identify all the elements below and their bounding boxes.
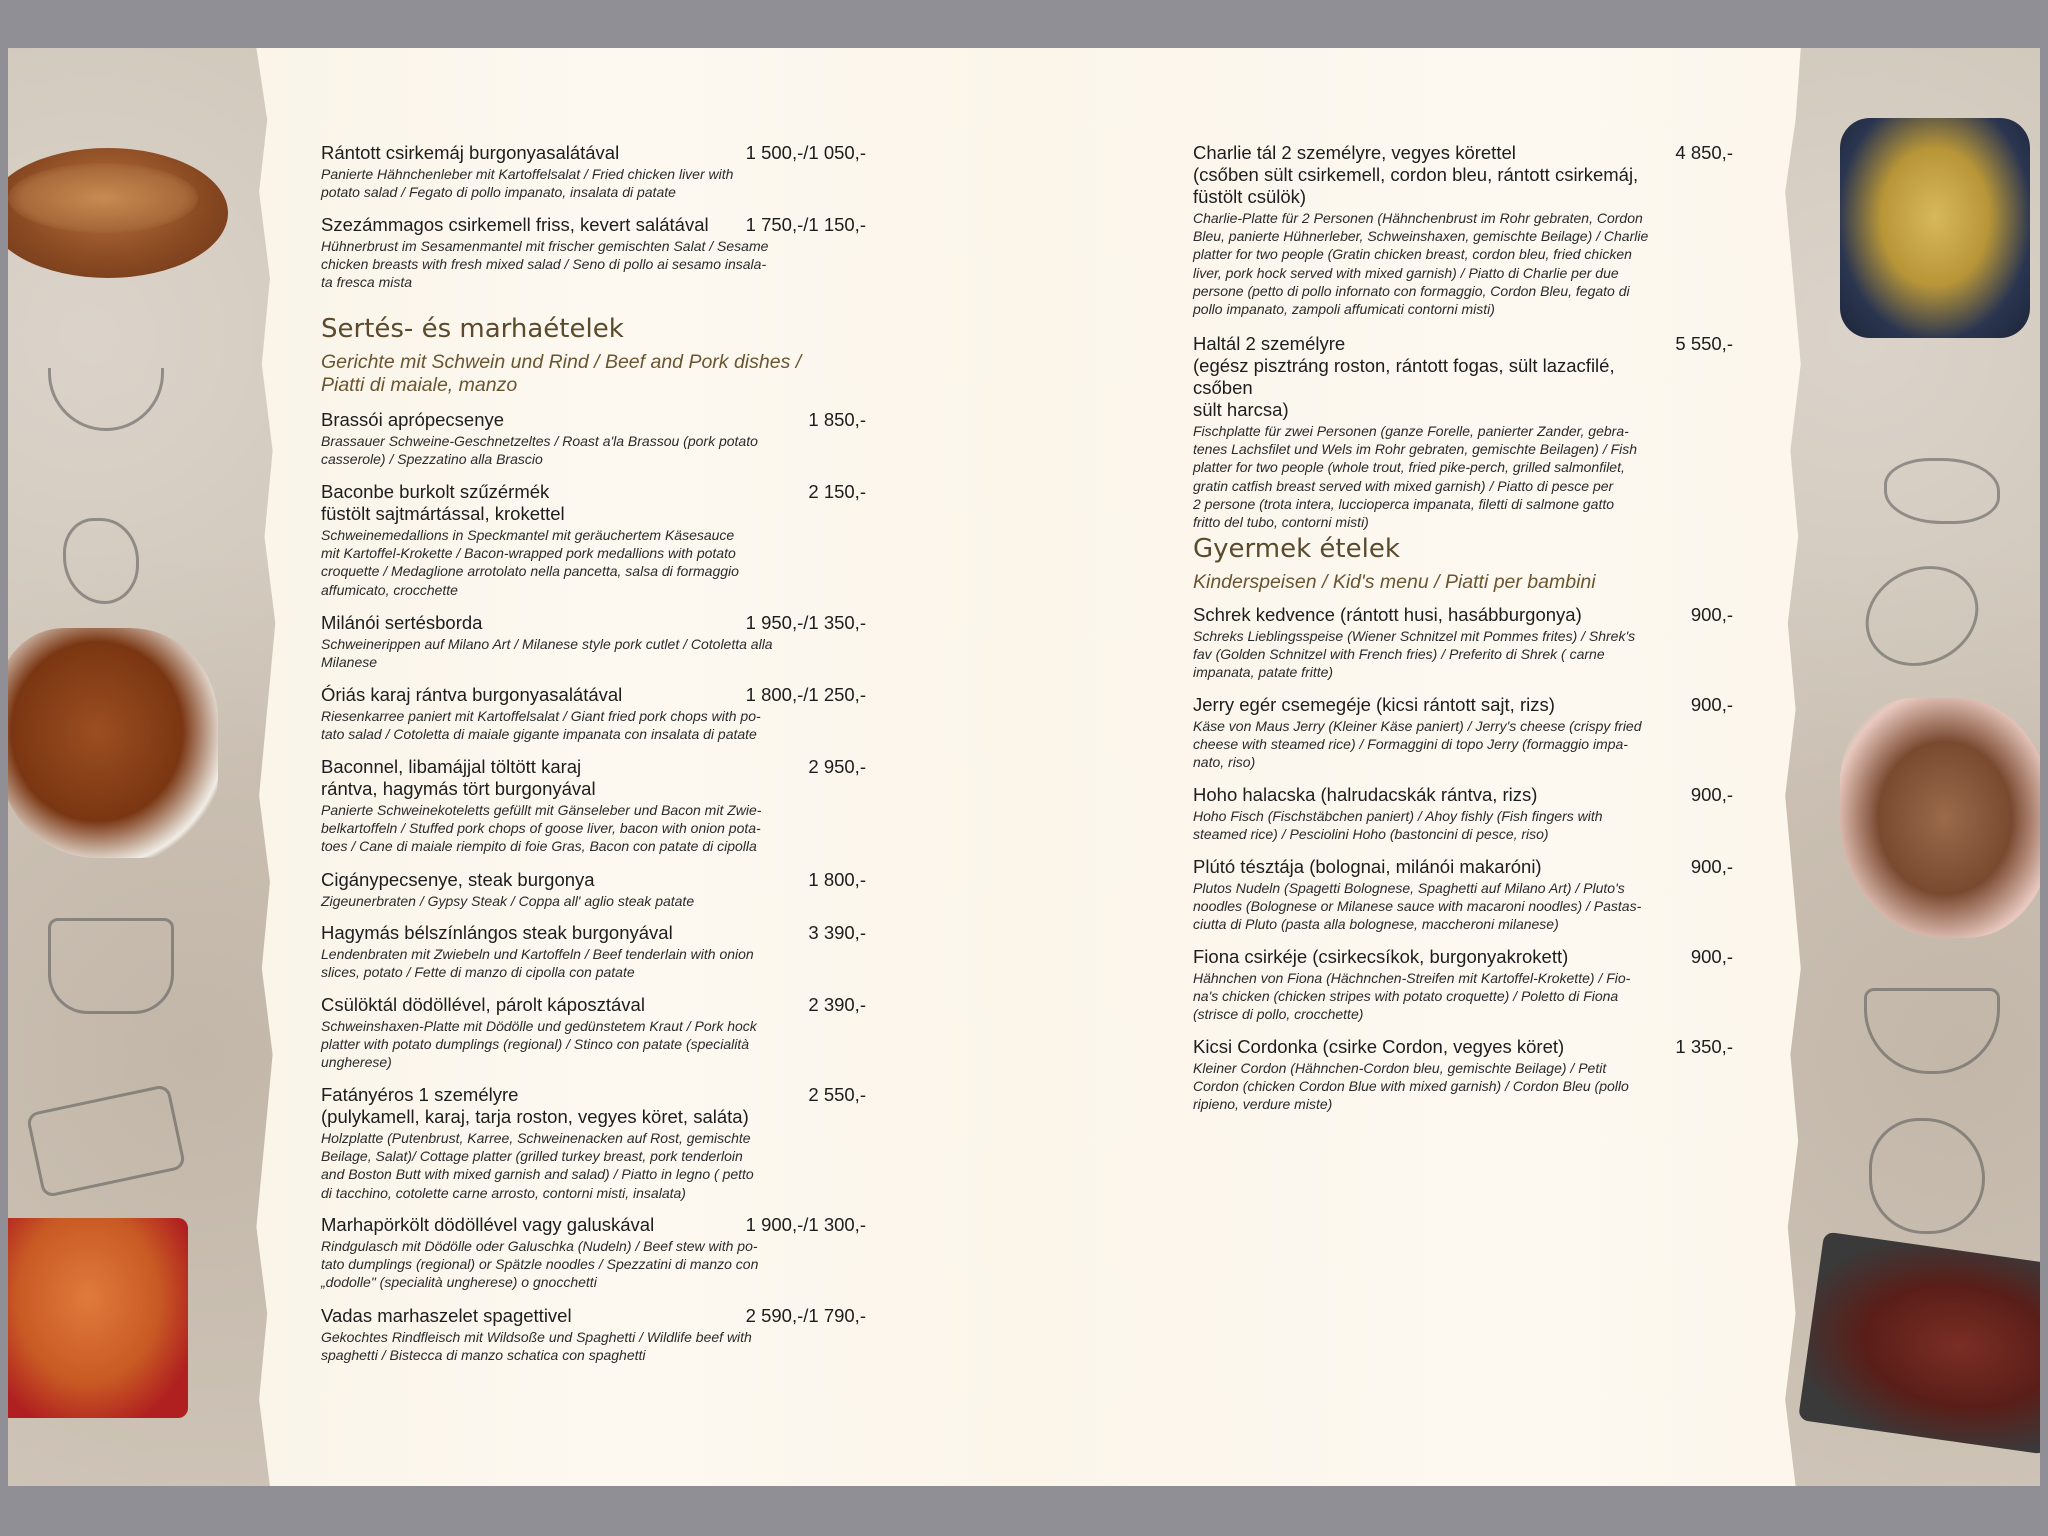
item-description: Schweinemedallions in Speckmantel mit geräuchertem Käsesauce mit Kartoffel-Krokette / Bacon-wrapped pork medallions with potato croquette / Medaglione arrotolato nella pancetta, salsa di formaggio affumicato, crocchette (321, 527, 739, 598)
menu-item (1193, 142, 1733, 318)
item-name: Plútó tésztája (bolognai, milánói makaróni) (1193, 856, 1542, 877)
section-title: Sertés- és marhaételek (321, 314, 624, 344)
item-description: Schreks Lieblingsspeise (Wiener Schnitzel mit Pommes frites) / Shrek's fav (Golden Schnitzel with French fries) / Preferito di Shrek ( carne impanata, patate fritte) (1193, 628, 1636, 681)
menu-item (1193, 333, 1733, 531)
item-description: Schweinshaxen-Platte mit Dödölle und gedünstetem Kraut / Pork hock platter with potato dumplings (regional) / Stinco con patate (specialità ungherese) (321, 1018, 757, 1071)
item-name: Marhapörkölt dödöllével vagy galuskával (321, 1214, 655, 1235)
item-name: Hagymás bélszínlángos steak burgonyával (321, 922, 673, 943)
item-description: Hoho Fisch (Fischstäbchen paniert) / Ahoy fishly (Fish fingers with steamed rice) / Pesciolini Hoho (bastoncini di pesce, riso) (1193, 808, 1603, 843)
item-price: 1 950,-/1 350,- (745, 612, 866, 633)
item-description: Schweinerippen auf Milano Art / Milanese style pork cutlet / Cotoletta alla Milanese (321, 636, 773, 671)
item-description: Käse von Maus Jerry (Kleiner Käse paniert) / Jerry's cheese (crispy fried cheese with steamed rice) / Formaggini di topo Jerry (formaggio impa- nato, riso) (1193, 718, 1642, 771)
menu-spread (8, 48, 2040, 1486)
item-description: Holzplatte (Putenbrust, Karree, Schweinenacken auf Rost, gemischte Beilage, Salat)/ Cottage platter (grilled turkey breast, pork tenderloin and Boston Butt with mixed garnish and salad) / Piatto in legno ( petto di tacchino, cotolette carne arrosto, contorni misti, insalata) (321, 1130, 754, 1201)
item-description: Lendenbraten mit Zwiebeln und Kartoffeln / Beef tenderlain with onion slices, potato / Fette di manzo di cipolla con patate (321, 946, 754, 981)
item-price: 2 550,- (808, 1084, 866, 1105)
item-description: Fischplatte für zwei Personen (ganze Forelle, panierter Zander, gebra- tenes Lachsfilet und Wels im Rohr gebraten, gemischte Beilagen) / Fish platter for two people (whole trout, fried pike-perch, grilled salmonfilet, gratin catfish breast served with mixed garnish) / Piatto di pesce per 2 persone (trota intera, luccioperca impanata, filetti di salmone gatto fritto del tubo, contorni misti) (1193, 423, 1638, 531)
item-price: 2 150,- (808, 481, 866, 502)
bowl-sketch-icon (1864, 988, 2000, 1074)
menu-item (1193, 1036, 1733, 1114)
item-name: Csülöktál dödöllével, párolt káposztával (321, 994, 645, 1015)
pepper-sketch-icon (63, 518, 139, 604)
item-name: Baconnel, libamájjal töltött karaj rántva, hagymás tört burgonyával (321, 756, 596, 799)
item-description: Riesenkarree paniert mit Kartoffelsalat / Giant fried pork chops with po- tato salad / Cotoletta di maiale gigante impanata con insalata di patate (321, 708, 761, 743)
item-description: Charlie-Platte für 2 Personen (Hähnchenbrust im Rohr gebraten, Cordon Bleu, panierte Hühnerleber, Schweinshaxen, gemischte Beilage) / Charlie platter for two people (Gratin chicken breast, cordon bleu, fried chicken liver, pork hock served with mixed garnish) / Piatto di Charlie per due persone (petto di pollo infornato con formaggio, Cordon Bleu, fegato di pollo impanato, zampoli affumicati contorni misti) (1193, 210, 1649, 318)
menu-item (321, 684, 866, 743)
menu-item (321, 756, 866, 856)
menu-item (1193, 856, 1733, 934)
item-description: Plutos Nudeln (Spagetti Bolognese, Spaghetti auf Milano Art) / Pluto's noodles (Bolognese or Milanese sauce with macaroni noodles) / Pastas- ciutta di Pluto (pasta alla bolognese, maccheroni milanese) (1193, 880, 1642, 933)
torn-paper-strip-left (8, 48, 278, 1486)
item-price: 5 550,- (1675, 333, 1733, 354)
menu-item (321, 1305, 866, 1364)
menu-item (321, 214, 866, 292)
item-name: Jerry egér csemegéje (kicsi rántott sajt, rizs) (1193, 694, 1555, 715)
menu-item (321, 409, 866, 468)
item-name: Brassói aprópecsenye (321, 409, 505, 430)
menu-item (1193, 604, 1733, 682)
item-description: Zigeunerbraten / Gypsy Steak / Coppa all' aglio steak patate (321, 893, 695, 909)
menu-item (1193, 694, 1733, 772)
item-price: 900,- (1690, 694, 1733, 715)
item-description: Hühnerbrust im Sesamenmantel mit frischer gemischten Salat / Sesame chicken breasts with fresh mixed salad / Seno di pollo ai sesamo insala- ta fresca mista (321, 238, 769, 291)
menu-item (321, 1214, 866, 1292)
menu-item (321, 1084, 866, 1202)
item-description: Rindgulasch mit Dödölle oder Galuschka (Nudeln) / Beef stew with po- tato dumplings (regional) or Spätzle noodles / Spezzatini di manzo con „dodolle" (specialità ungherese) o gnocchetti (321, 1238, 759, 1291)
section-title: Gyermek ételek (1193, 534, 1400, 564)
potato-pan-photo (1840, 118, 2030, 338)
item-price: 2 590,-/1 790,- (745, 1305, 866, 1326)
item-name: Schrek kedvence (rántott husi, hasábburgonya) (1193, 604, 1582, 625)
menu-item (321, 612, 866, 671)
item-price: 3 390,- (808, 922, 866, 943)
item-price: 2 950,- (808, 756, 866, 777)
item-name: Rántott csirkemáj burgonyasalátával (321, 142, 620, 163)
item-price: 1 900,-/1 300,- (745, 1214, 866, 1235)
item-price: 1 800,-/1 250,- (745, 684, 866, 705)
item-name: Kicsi Cordonka (csirke Cordon, vegyes köret) (1193, 1036, 1565, 1057)
section-subtitle: Gerichte mit Schwein und Rind / Beef and Pork dishes / Piatti di maiale, manzo (321, 351, 802, 396)
item-name: Cigánypecsenye, steak burgonya (321, 869, 595, 890)
section-subtitle: Kinderspeisen / Kid's menu / Piatti per bambini (1193, 571, 1596, 593)
item-name: Fiona csirkéje (csirkecsíkok, burgonyakrokett) (1193, 946, 1569, 967)
item-description: Gekochtes Rindfleisch mit Wildsoße und Spaghetti / Wildlife beef with spaghetti / Bistecca di manzo schatica con spaghetti (321, 1329, 752, 1364)
item-price: 900,- (1690, 856, 1733, 877)
item-price: 2 390,- (808, 994, 866, 1015)
item-description: Brassauer Schweine-Geschnetzeltes / Roast a'la Brassou (pork potato casserole) / Spezzatino alla Brascio (321, 433, 758, 468)
pot-sketch-icon (48, 918, 174, 1014)
menu-item (1193, 946, 1733, 1024)
item-name: Baconbe burkolt szűzérmék füstölt sajtmártással, krokettel (321, 481, 565, 524)
baking-dish-photo (8, 1218, 188, 1418)
menu-item (321, 869, 866, 910)
item-name: Charlie tál 2 személyre, vegyes körettel (csőben sült csirkemell, cordon bleu, rántott csirkemáj, füstölt csülök) (1193, 142, 1639, 207)
item-price: 900,- (1690, 946, 1733, 967)
bell-pepper-sketch-icon (1869, 1118, 1985, 1234)
lamb-chops-photo (1840, 698, 2040, 938)
item-price: 900,- (1690, 604, 1733, 625)
saucepan-sketch-icon (48, 368, 164, 431)
beef-tray-photo (1798, 1232, 2040, 1455)
roast-duck-photo (8, 628, 218, 858)
menu-item (321, 481, 866, 599)
item-price: 1 350,- (1675, 1036, 1733, 1057)
menu-item (321, 142, 866, 201)
steak-sketch-icon (1884, 458, 2000, 524)
menu-item (321, 994, 866, 1072)
item-price: 1 850,- (808, 409, 866, 430)
item-price: 900,- (1690, 784, 1733, 805)
menu-item (1193, 784, 1733, 843)
item-name: Fatányéros 1 személyre (pulykamell, karaj, tarja roston, vegyes köret, saláta) (321, 1084, 749, 1127)
item-name: Hoho halacska (halrudacskák rántva, rizs) (1193, 784, 1538, 805)
torn-paper-strip-right (1780, 48, 2040, 1486)
item-description: Panierte Hähnchenleber mit Kartoffelsalat / Fried chicken liver with potato salad / Fegato di pollo impanato, insalata di patate (321, 166, 734, 201)
item-name: Szezámmagos csirkemell friss, kevert salátával (321, 214, 709, 235)
item-name: Milánói sertésborda (321, 612, 483, 633)
item-price: 1 750,-/1 150,- (745, 214, 866, 235)
item-price: 1 500,-/1 050,- (745, 142, 866, 163)
item-name: Vadas marhaszelet spagettivel (321, 1305, 572, 1326)
item-description: Hähnchen von Fiona (Hächnchen-Streifen mit Kartoffel-Krokette) / Fio- na's chicken (chicken stripes with potato croquette) / Poletto di Fiona (strisce di pollo, crocchette) (1193, 970, 1631, 1023)
grill-pan-sketch-icon (26, 1084, 187, 1198)
item-description: Kleiner Cordon (Hähnchen-Cordon bleu, gemischte Beilage) / Petit Cordon (chicken Cordon Blue with mixed garnish) / Cordon Bleu (pollo ripieno, verdure miste) (1193, 1060, 1629, 1113)
item-name: Óriás karaj rántva burgonyasalátával (321, 684, 623, 705)
item-name: Haltál 2 személyre (egész pisztráng roston, rántott fogas, sült lazacfilé, csőben sült harcsa) (1193, 333, 1615, 420)
menu-item (321, 922, 866, 981)
item-description: Panierte Schweinekoteletts gefüllt mit Gänseleber und Bacon mit Zwie- belkartoffeln / Stuffed pork chops of goose liver, bacon with onion pota- toes / Cane di maiale riempito di foie Gras, Bacon con patate di cipolla (321, 802, 762, 855)
item-price: 4 850,- (1675, 142, 1733, 163)
sausage-sketch-icon (1849, 548, 1995, 684)
sizzling-plate-photo (8, 148, 228, 278)
item-price: 1 800,- (808, 869, 866, 890)
